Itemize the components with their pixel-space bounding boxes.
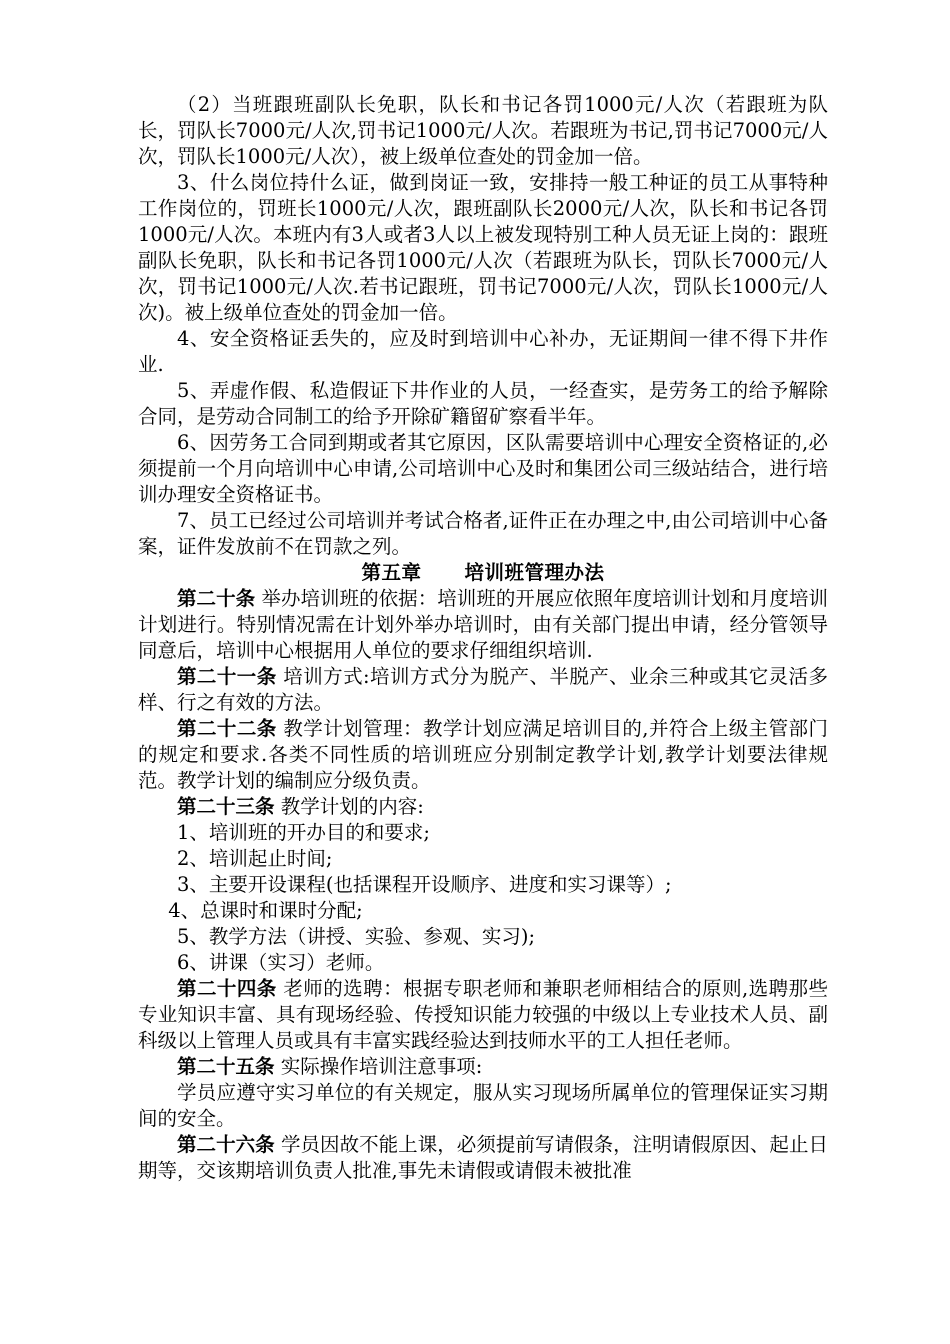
article-label: 第二十一条 xyxy=(177,665,277,688)
article-24 xyxy=(138,976,828,1054)
list-item: 6、讲课（实习）老师。 xyxy=(177,951,385,974)
paragraph: （2）当班跟班副队长免职，队长和书记各罚1000元/人次（若跟班为队长，罚队长7000元/人次,罚书记1000元/人次。若跟班为书记,罚书记7000元/人次，罚队长1000元/人次），被上级单位查处的罚金加一倍。 xyxy=(138,93,828,168)
article-text: 培训方式:培训方式分为脱产、半脱产、业余三种或其它灵活多样、行之有效的方法。 xyxy=(138,665,828,714)
article-label: 第二十条 xyxy=(177,587,256,610)
article-21 xyxy=(138,664,828,716)
article-label: 第二十三条 xyxy=(177,795,275,818)
chapter-title: 培训班管理办法 xyxy=(464,561,605,584)
list-item: 3、主要开设课程(也括课程开设顺序、进度和实习课等）; xyxy=(177,873,672,896)
article-label: 第二十六条 xyxy=(177,1133,275,1156)
paragraph: 6、因劳务工合同到期或者其它原因，区队需要培训中心理安全资格证的,必须提前一个月向培训中心申请,公司培训中心及时和集团公司三级站结合，进行培训办理安全资格证书。 xyxy=(138,431,828,506)
list-item: 4、总课时和课时分配; xyxy=(168,899,363,922)
paragraph: 7、员工已经过公司培训并考试合格者,证件正在办理之中,由公司培训中心备案，证件发放前不在罚款之列。 xyxy=(138,509,828,558)
list-item: 2、培训起止时间; xyxy=(177,847,333,870)
article-25 xyxy=(138,1054,828,1080)
article-23 xyxy=(138,794,828,820)
chapter-number: 第五章 xyxy=(361,561,422,584)
article-label: 第二十二条 xyxy=(177,717,277,740)
chapter-heading xyxy=(138,560,828,586)
paragraph: 4、安全资格证丢失的，应及时到培训中心补办，无证期间一律不得下井作业. xyxy=(138,327,828,376)
paragraph: 3、什么岗位持什么证，做到岗证一致，安排持一般工种证的员工从事特种工作岗位的，罚班长1000元/人次，跟班副队长2000元/人次，队长和书记各罚1000元/人次。本班内有3人或者3人以上被发现特别工种人员无证上岗的：跟班副队长免职，队长和书记各罚1000元/人次（若跟班为队长，罚队长7000元/人次，罚书记1000元/人次.若书记跟班，罚书记7000元/人次，罚队长1000元/人次)。被上级单位查处的罚金加一倍。 xyxy=(138,171,828,324)
paragraph: 5、弄虚作假、私造假证下井作业的人员，一经查实，是劳务工的给予解除合同，是劳动合同制工的给予开除矿籍留矿察看半年。 xyxy=(138,379,828,428)
article-26 xyxy=(138,1132,828,1184)
list-item: 5、教学方法（讲授、实验、参观、实习); xyxy=(177,925,536,948)
article-22 xyxy=(138,716,828,794)
article-label: 第二十四条 xyxy=(177,977,277,1000)
article-20 xyxy=(138,586,828,664)
list-item: 1、培训班的开办目的和要求; xyxy=(177,821,430,844)
article-text: 举办培训班的依据：培训班的开展应依照年度培训计划和月度培训计划进行。特别情况需在计划外举办培训时，由有关部门提出申请，经分管领导同意后，培训中心根据用人单位的要求仔细组织培训. xyxy=(138,587,828,662)
article-text: 学员因故不能上课，必须提前写请假条，注明请假原因、起止日期等，交该期培训负责人批准,事先未请假或请假未被批准 xyxy=(138,1133,828,1182)
article-text: 教学计划的内容: xyxy=(280,795,424,818)
article-text: 教学计划管理：教学计划应满足培训目的,并符合上级主管部门的规定和要求.各类不同性质的培训班应分别制定教学计划,教学计划要法律规范。教学计划的编制应分级负责。 xyxy=(138,717,828,792)
article-label: 第二十五条 xyxy=(177,1055,275,1078)
article-text: 实际操作培训注意事项: xyxy=(280,1055,483,1078)
paragraph: 学员应遵守实习单位的有关规定，服从实习现场所属单位的管理保证实习期间的安全。 xyxy=(138,1081,828,1130)
article-text: 老师的选聘：根据专职老师和兼职老师相结合的原则,选聘那些专业知识丰富、具有现场经验、传授知识能力较强的中级以上专业技术人员、副科级以上管理人员或具有丰富实践经验达到技师水平的工人担任老师。 xyxy=(138,977,828,1052)
document-page xyxy=(138,92,828,1184)
